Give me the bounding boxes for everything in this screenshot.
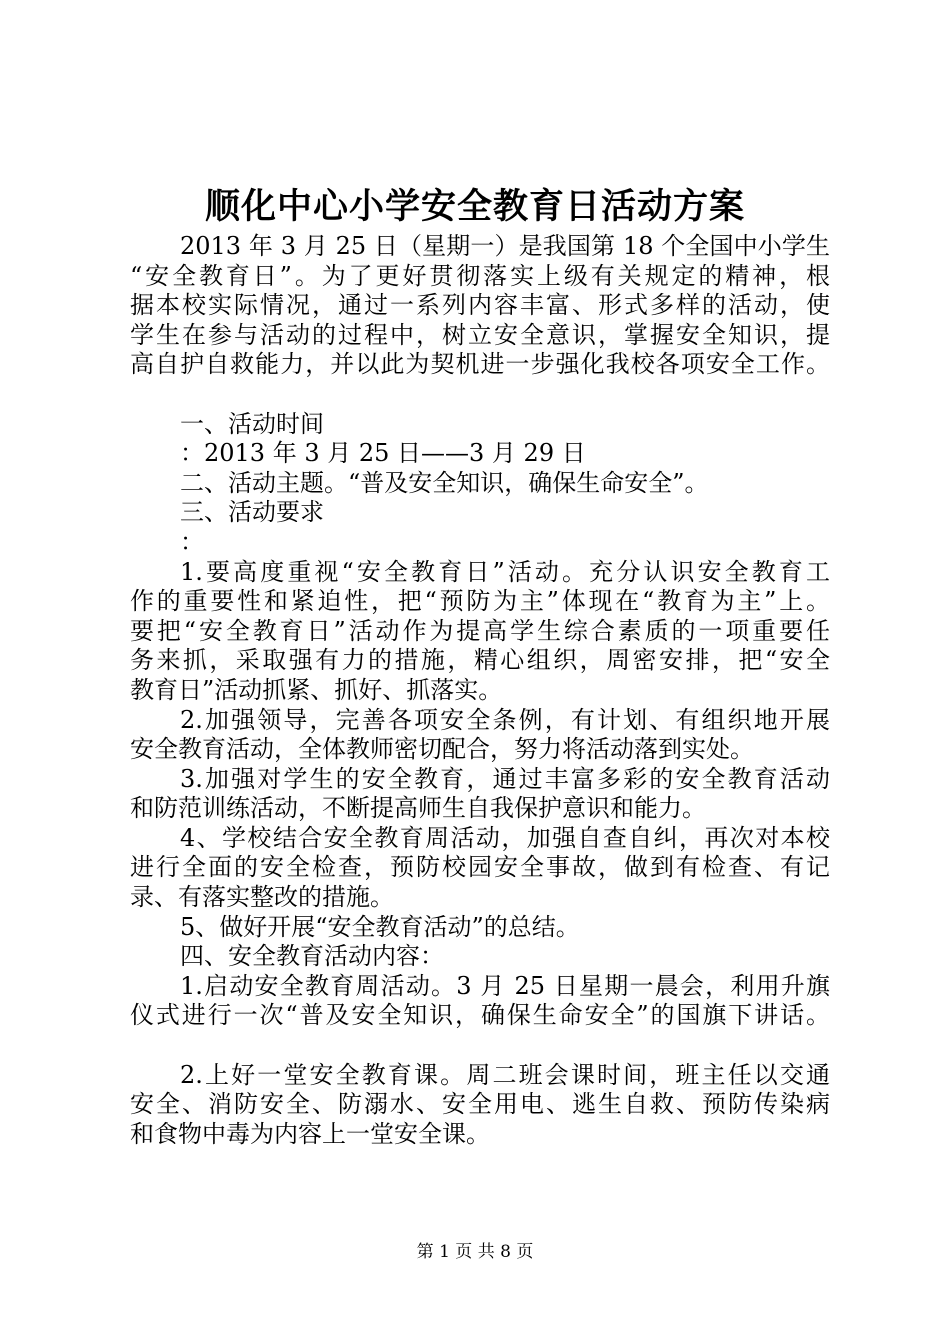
text-line: 要把“安全教育日”活动作为提高学生综合素质的一项重要任	[130, 616, 830, 645]
text-line: 务来抓，采取强有力的措施，精心组织，周密安排，把“安全	[130, 646, 830, 675]
text-line: 3.加强对学生的安全教育，通过丰富多彩的安全教育活动	[180, 764, 830, 793]
text-line: 教育日”活动抓紧、抓好、抓落实。	[130, 675, 503, 704]
text-line: 和防范训练活动，不断提高师生自我保护意识和能力。	[130, 794, 706, 823]
text-line: 和食物中毒为内容上一堂安全课。	[130, 1119, 490, 1148]
text-line: 作的重要性和紧迫性，把“预防为主”体现在“教育为主”上。	[130, 587, 830, 616]
text-line: 2013 年 3 月 25 日（星期一）是我国第 18 个全国中小学生	[180, 232, 830, 260]
section-heading: 三、活动要求	[180, 498, 324, 527]
paragraph-gap	[130, 380, 830, 410]
document-body	[130, 232, 830, 1149]
text-line: ：2013 年 3 月 25 日——3 月 29 日	[180, 439, 586, 468]
text-line: 学生在参与活动的过程中，树立安全意识，掌握安全知识，提	[130, 320, 830, 349]
text-line: “安全教育日”。为了更好贯彻落实上级有关规定的精神，根	[130, 261, 830, 290]
text-line: 仪式进行一次“普及安全知识，确保生命安全”的国旗下讲话。	[130, 1001, 830, 1030]
text-line: 1.要高度重视“安全教育日”活动。充分认识安全教育工	[180, 557, 830, 586]
text-line: 2.上好一堂安全教育课。周二班会课时间，班主任以交通	[180, 1060, 830, 1089]
section-heading: 四、安全教育活动内容：	[180, 942, 444, 971]
document-title: 顺化中心小学安全教育日活动方案	[204, 186, 745, 227]
text-line: 进行全面的安全检查，预防校园安全事故，做到有检查、有记	[130, 853, 830, 882]
text-line: 1.启动安全教育周活动。3 月 25 日星期一晨会，利用升旗	[180, 971, 830, 1000]
text-line: 2.加强领导，完善各项安全条例，有计划、有组织地开展	[180, 705, 830, 734]
text-line: ：	[180, 527, 204, 556]
text-line: 安全教育活动，全体教师密切配合，努力将活动落到实处。	[130, 735, 754, 764]
section-heading: 二、活动主题。“普及安全知识，确保生命安全”。	[180, 468, 709, 497]
text-line: 据本校实际情况，通过一系列内容丰富、形式多样的活动，使	[130, 291, 830, 320]
text-line: 高自护自救能力，并以此为契机进一步强化我校各项安全工作。	[130, 350, 830, 379]
section-heading: 一、活动时间	[180, 409, 324, 438]
paragraph-gap	[130, 1031, 830, 1061]
text-line: 安全、消防安全、防溺水、安全用电、逃生自救、预防传染病	[130, 1090, 830, 1119]
text-line: 5、做好开展“安全教育活动”的总结。	[180, 912, 580, 941]
text-line: 录、有落实整改的措施。	[130, 883, 394, 912]
page-footer: 第 1 页 共 8 页	[416, 1242, 534, 1262]
text-line: 4、学校结合安全教育周活动，加强自查自纠，再次对本校	[180, 823, 830, 852]
